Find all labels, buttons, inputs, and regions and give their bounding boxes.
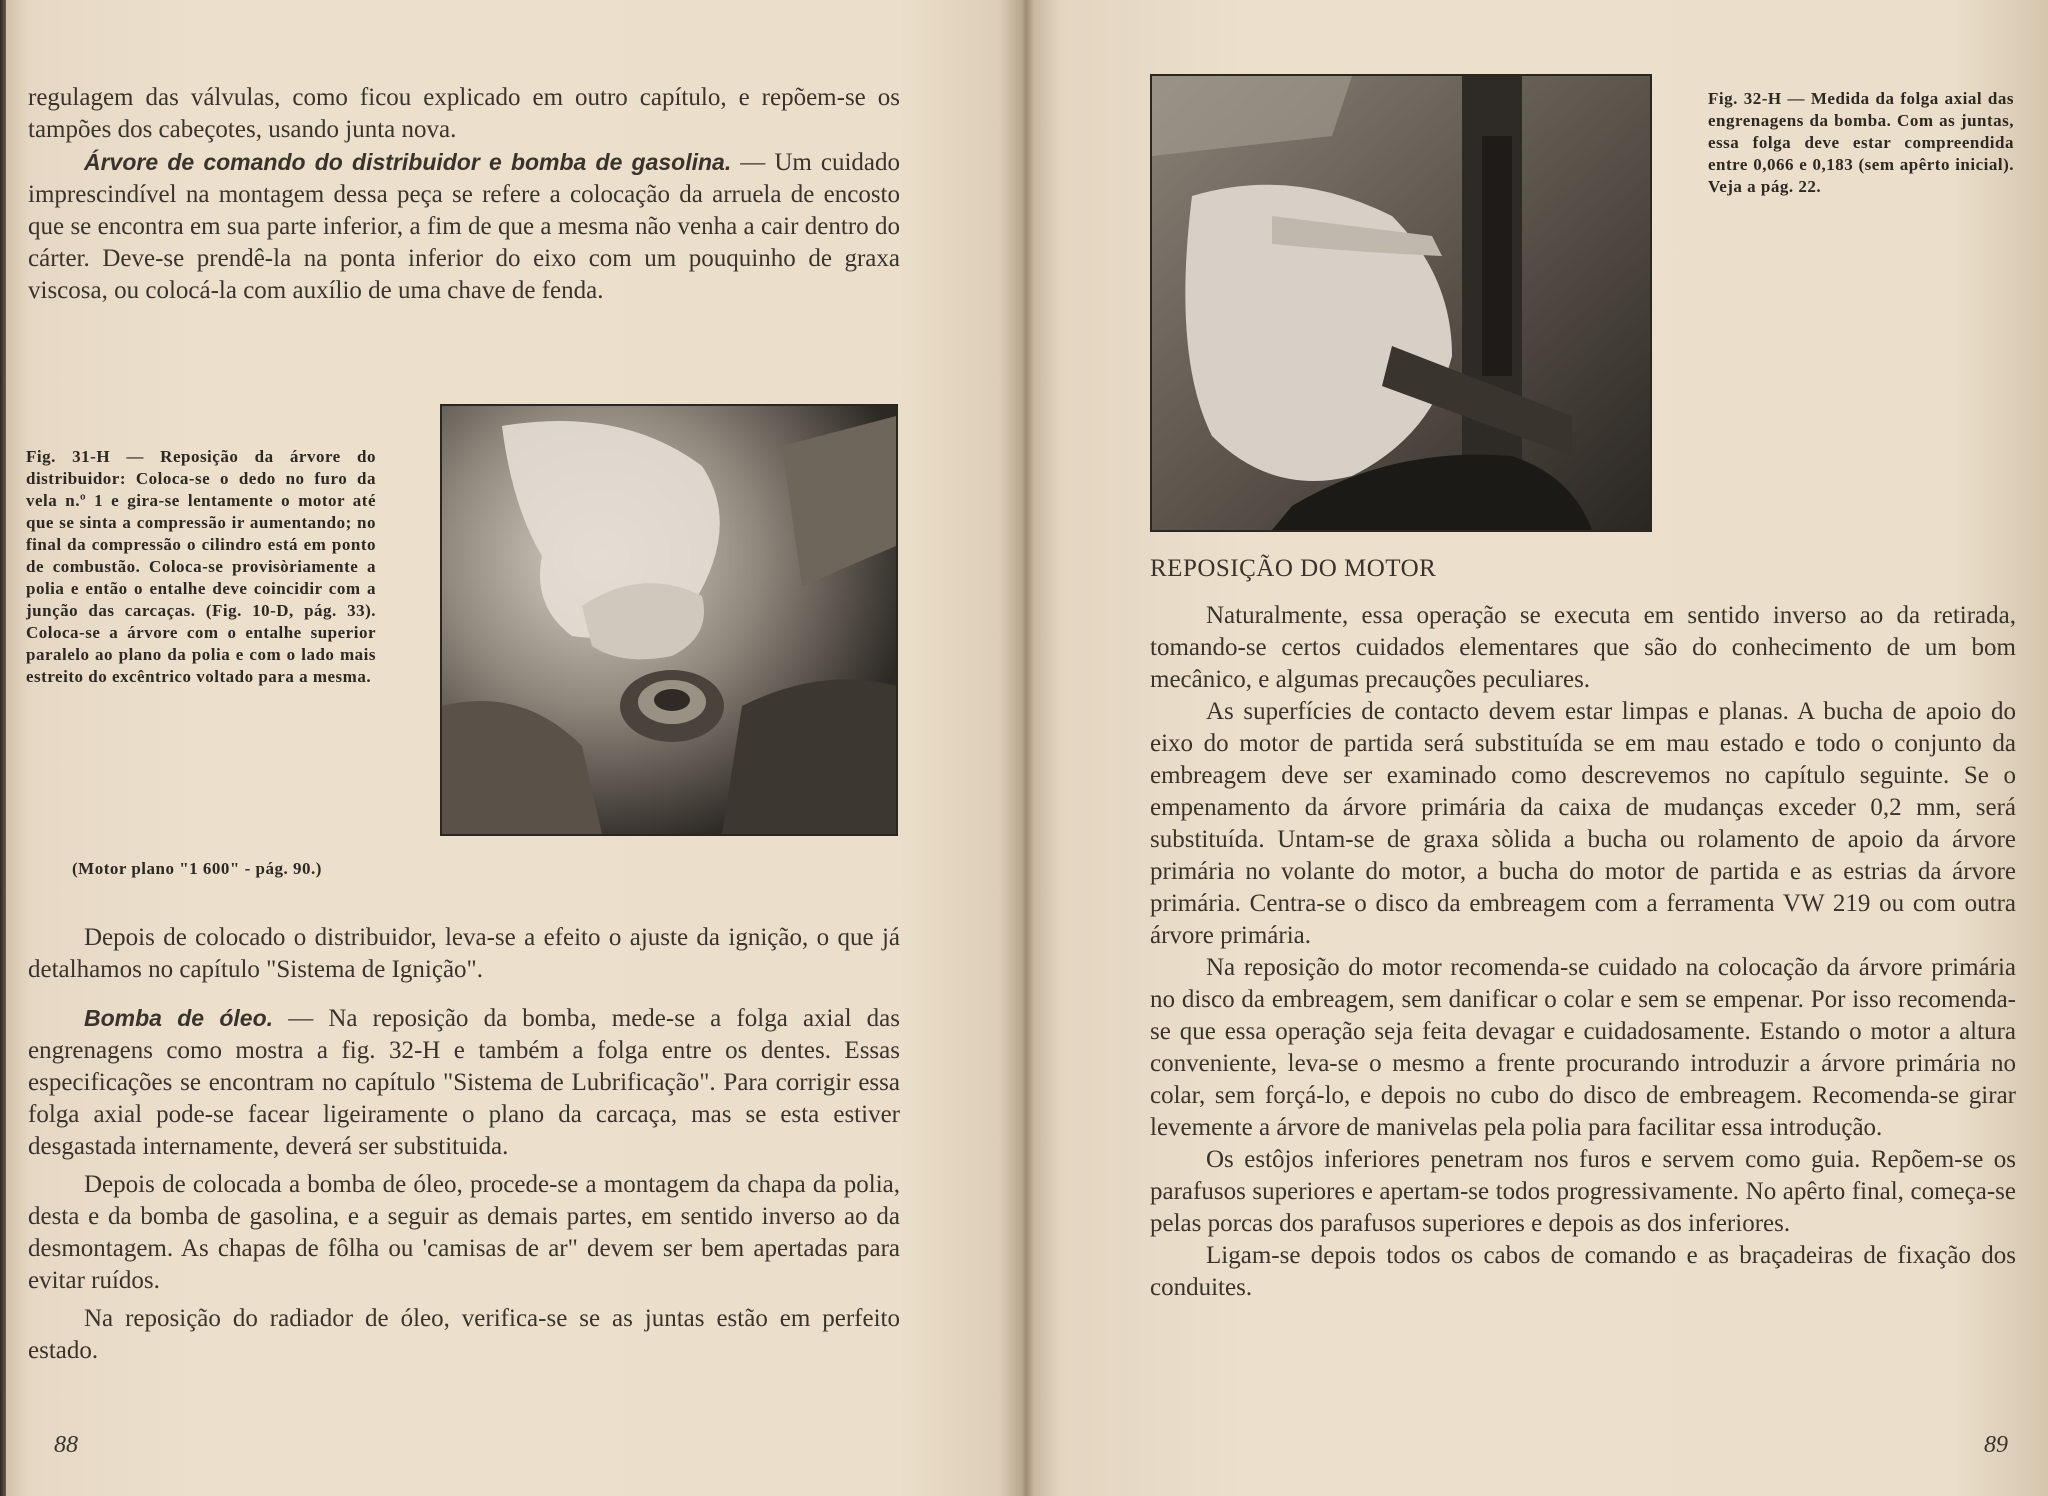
bottom-text-block	[28, 922, 900, 1367]
section-heading: Bomba de óleo.	[84, 1005, 274, 1031]
top-text-block	[28, 82, 900, 307]
section-title: REPOSIÇÃO DO MOTOR	[1150, 555, 1437, 582]
paragraph: Na reposição do radiador de óleo, verifica-se se as juntas estão em perfeito estado.	[28, 1305, 900, 1364]
engine-hand-photo	[442, 406, 896, 834]
paragraph: Ligam-se depois todos os cabos de comando e as braçadeiras de fixação dos conduites.	[1150, 1242, 2016, 1301]
oil-pump-photo	[1152, 76, 1650, 530]
page-number: 89	[1984, 1432, 2008, 1458]
paragraph: Os estôjos inferiores penetram nos furos e servem como guia. Repõem-se os parafusos superiores e apertam-se todos progressivamente. No apêrto final, começa-se pelas porcas dos parafusos superiores e depois as dos inferiores.	[1150, 1146, 2016, 1237]
paragraph: Naturalmente, essa operação se executa em sentido inverso ao da retirada, tomando-se certos cuidados elementares que são do conhecimento de um bom mecânico, e algumas precauções peculiares.	[1150, 602, 2016, 693]
paragraph: Na reposição do motor recomenda-se cuidado na colocação da árvore primária no disco da embreagem, sem danificar o colar e sem se empenar. Por isso recomenda-se que essa operação seja feita devagar e cuidadosamente. Estando o motor a altura conveniente, leva-se o mesmo a frente procurando introduzir a árvore primária no colar, sem forçá-lo, e depois no cubo do disco de embreagem. Recomenda-se girar levemente a árvore de manivelas pela polia para facilitar essa introdução.	[1150, 954, 2016, 1141]
paragraph: Depois de colocado o distribuidor, leva-se a efeito o ajuste da ignição, o que já detalhamos no capítulo "Sistema de Ignição".	[28, 924, 900, 983]
page-89	[1026, 0, 2048, 1496]
paragraph: As superfícies de contacto devem estar limpas e planas. A bucha de apoio do eixo do motor de partida será substituída se em mau estado e todo o conjunto da embreagem deve ser examinado como descrevemos no capítulo seguinte. Se o empenamento da árvore primária da caixa de mudanças exceder 0,2 mm, será substituída. Untam-se de graxa sòlida a bucha ou rolamento de apoio da árvore primária no volante do motor, a bucha do motor de partida e as estrias da árvore primária. Centra-se o disco da embreagem com a ferramenta VW 219 ou com outra árvore primária.	[1150, 698, 2016, 949]
figure-caption: Fig. 32-H — Medida da folga axial das engrenagens da bomba. Com as juntas, essa folga deve estar compreendida entre 0,066 e 0,183 (sem apêrto inicial). Veja a pág. 22.	[1708, 89, 2014, 196]
paragraph: Bomba de óleo. — Na reposição da bomba, mede-se a folga axial das engrenagens como mostra a fig. 32-H e também a folga entre os dentes. Essas especificações se encontram no capítulo "Sistema de Lubrificação". Para corrigir essa folga axial pode-se facear ligeiramente o plano da carcaça, mas se esta estiver desgastada internamente, deverá ser substituida.	[28, 1005, 900, 1160]
main-text-block	[1150, 600, 2016, 1304]
figure-photo-32h	[1150, 74, 1652, 532]
paragraph: Depois de colocada a bomba de óleo, procede-se a montagem da chapa da polia, desta e da bomba de gasolina, e a seguir as demais partes, em sentido inverso ao da desmontagem. As chapas de fôlha ou 'camisas de ar" devem ser bem apertadas para evitar ruídos.	[28, 1171, 900, 1294]
section-heading: Árvore de comando do distribuidor e bomba de gasolina.	[84, 149, 732, 175]
figure-caption: Fig. 31-H — Reposição da árvore do distribuidor: Coloca-se o dedo no furo da vela n.º 1 e gira-se lentamente o motor até que se sinta a compressão ir aumentando; no final da compressão o cilindro está em ponto de combustão. Coloca-se provisòriamente a polia e então o entalhe deve coincidir com a junção das carcaças. (Fig. 10-D, pág. 33). Coloca-se a árvore com o entalhe superior paralelo ao plano da polia e com o lado mais estreito do excêntrico voltado para a mesma.	[26, 447, 376, 686]
paragraph: regulagem das válvulas, como ficou explicado em outro capítulo, e repõem-se os tampões dos cabeçotes, usando junta nova.	[28, 84, 900, 143]
paragraph: Árvore de comando do distribuidor e bomba de gasolina. — Um cuidado imprescindível na montagem dessa peça se refere a colocação da arruela de encosto que se encontra em sua parte inferior, a fim de que a mesma não venha a cair dentro do cárter. Deve-se prendê-la na ponta inferior do eixo com um pouquinho de graxa viscosa, ou colocá-la com auxílio de uma chave de fenda.	[28, 149, 901, 304]
page-number: 88	[54, 1432, 78, 1458]
figure-note: (Motor plano "1 600" - pág. 90.)	[72, 859, 322, 878]
page-edge	[0, 0, 6, 1496]
figure-photo-31h	[440, 404, 898, 836]
